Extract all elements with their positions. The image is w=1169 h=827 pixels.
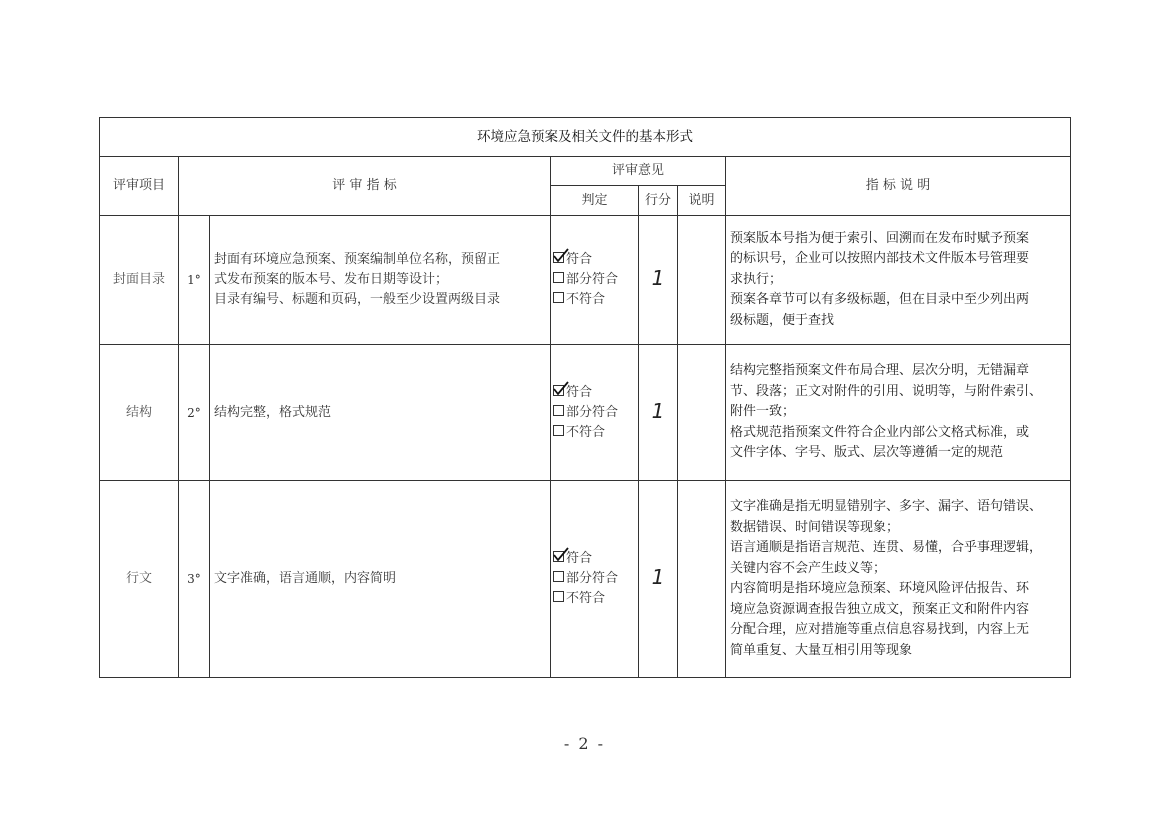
row-indicator [210, 216, 551, 345]
indicator-line: 结构完整，格式规范 [214, 404, 332, 420]
judgement-option-label: 符合 [566, 384, 593, 400]
header-score: 行分 [639, 186, 678, 216]
description-line: 关键内容不会产生歧义等； [730, 560, 887, 576]
row-note [678, 481, 726, 678]
description-line: 格式规范指预案文件符合企业内部公文格式标准，或 [730, 424, 1030, 440]
table-row [100, 481, 1071, 678]
description-line: 简单重复、大量互相引用等现象 [730, 642, 913, 658]
judgement-option-label: 部分符合 [566, 404, 619, 420]
description-line: 的标识号，企业可以按照内部技术文件版本号管理要 [730, 251, 1030, 267]
checked-checkbox-icon[interactable] [553, 252, 564, 263]
description-line: 求执行； [730, 271, 783, 287]
indicator-line: 封面有环境应急预案、预案编制单位名称，预留正 [214, 252, 501, 267]
handwritten-score: 1 [651, 266, 665, 290]
description-line: 语言通顺是指语言规范、连贯、易懂，合乎事理逻辑， [730, 540, 1043, 555]
row-number: 3° [179, 481, 210, 678]
judgement-option-label: 不符合 [566, 292, 606, 307]
checkbox-icon[interactable] [553, 591, 564, 602]
table-row [100, 216, 1071, 345]
row-item: 封面目录 [100, 216, 179, 345]
row-description [726, 345, 1071, 481]
header-item: 评审项目 [100, 157, 179, 216]
row-judgement [551, 345, 639, 481]
description-line: 级标题，便于查找 [730, 312, 835, 328]
judgement-option[interactable] [553, 383, 638, 403]
judgement-option-label: 部分符合 [566, 272, 619, 287]
judgement-option-label: 符合 [566, 252, 593, 267]
row-indicator [210, 345, 551, 481]
checkbox-icon[interactable] [553, 292, 564, 303]
row-score [639, 481, 678, 678]
description-line: 境应急资源调查报告独立成文，预案正文和附件内容 [730, 601, 1030, 617]
judgement-option[interactable] [553, 423, 638, 443]
judgement-option-label: 部分符合 [566, 571, 619, 586]
row-judgement [551, 216, 639, 345]
description-line: 节、段落；正文对附件的引用、说明等，与附件索引、 [730, 383, 1043, 399]
checked-checkbox-icon[interactable] [553, 551, 564, 562]
checkbox-icon[interactable] [553, 571, 564, 582]
checked-checkbox-icon[interactable] [553, 385, 564, 396]
row-score [639, 216, 678, 345]
description-line: 预案版本号指为便于索引、回溯而在发布时赋予预案 [730, 230, 1030, 246]
judgement-option[interactable] [553, 250, 638, 270]
row-description [726, 481, 1071, 678]
row-number: 2° [179, 345, 210, 481]
row-number: 1° [179, 216, 210, 345]
judgement-option[interactable] [553, 549, 638, 569]
checkbox-icon[interactable] [553, 272, 564, 283]
judgement-option-label: 不符合 [566, 424, 606, 440]
row-note [678, 345, 726, 481]
judgement-option[interactable] [553, 589, 638, 609]
header-indicator: 评 审 指 标 [179, 157, 551, 216]
header-note: 说明 [678, 186, 726, 216]
row-item: 结构 [100, 345, 179, 481]
judgement-option-label: 不符合 [566, 591, 606, 606]
description-line: 数据错误、时间错误等现象； [730, 519, 900, 535]
handwritten-score: 1 [651, 565, 665, 589]
description-line: 结构完整指预案文件布局合理、层次分明，无错漏章 [730, 363, 1030, 379]
judgement-option[interactable] [553, 403, 638, 423]
description-line: 附件一致； [730, 404, 796, 420]
judgement-option[interactable] [553, 569, 638, 589]
judgement-option[interactable] [553, 270, 638, 290]
row-judgement [551, 481, 639, 678]
table-row [100, 345, 1071, 481]
checkbox-icon[interactable] [553, 425, 564, 436]
header-desc: 指 标 说 明 [726, 157, 1071, 216]
handwritten-score: 1 [651, 398, 665, 423]
checkbox-icon[interactable] [553, 405, 564, 416]
judgement-option[interactable] [553, 290, 638, 310]
header-opinion: 评审意见 [551, 157, 726, 186]
page-number: - 2 - [563, 734, 606, 753]
table-title: 环境应急预案及相关文件的基本形式 [100, 118, 1071, 157]
description-line: 预案各章节可以有多级标题，但在目录中至少列出两 [730, 292, 1030, 308]
indicator-line: 式发布预案的版本号、发布日期等设计； [214, 272, 449, 287]
review-table [99, 117, 1071, 678]
indicator-line: 文字准确，语言通顺，内容简明 [214, 571, 397, 586]
description-line: 分配合理，应对措施等重点信息容易找到，内容上无 [730, 622, 1030, 637]
review-table-container [99, 117, 1070, 678]
row-note [678, 216, 726, 345]
judgement-option-label: 符合 [566, 551, 593, 566]
row-indicator [210, 481, 551, 678]
description-line: 内容简明是指环境应急预案、环境风险评估报告、环 [730, 581, 1030, 596]
description-line: 文件字体、字号、版式、层次等遵循一定的规范 [730, 445, 1004, 461]
indicator-line: 目录有编号、标题和页码，一般至少设置两级目录 [214, 292, 501, 307]
header-judge: 判定 [551, 186, 639, 216]
description-line: 文字准确是指无明显错别字、多字、漏字、语句错误、 [730, 499, 1043, 514]
row-description [726, 216, 1071, 345]
row-score [639, 345, 678, 481]
row-item: 行文 [100, 481, 179, 678]
